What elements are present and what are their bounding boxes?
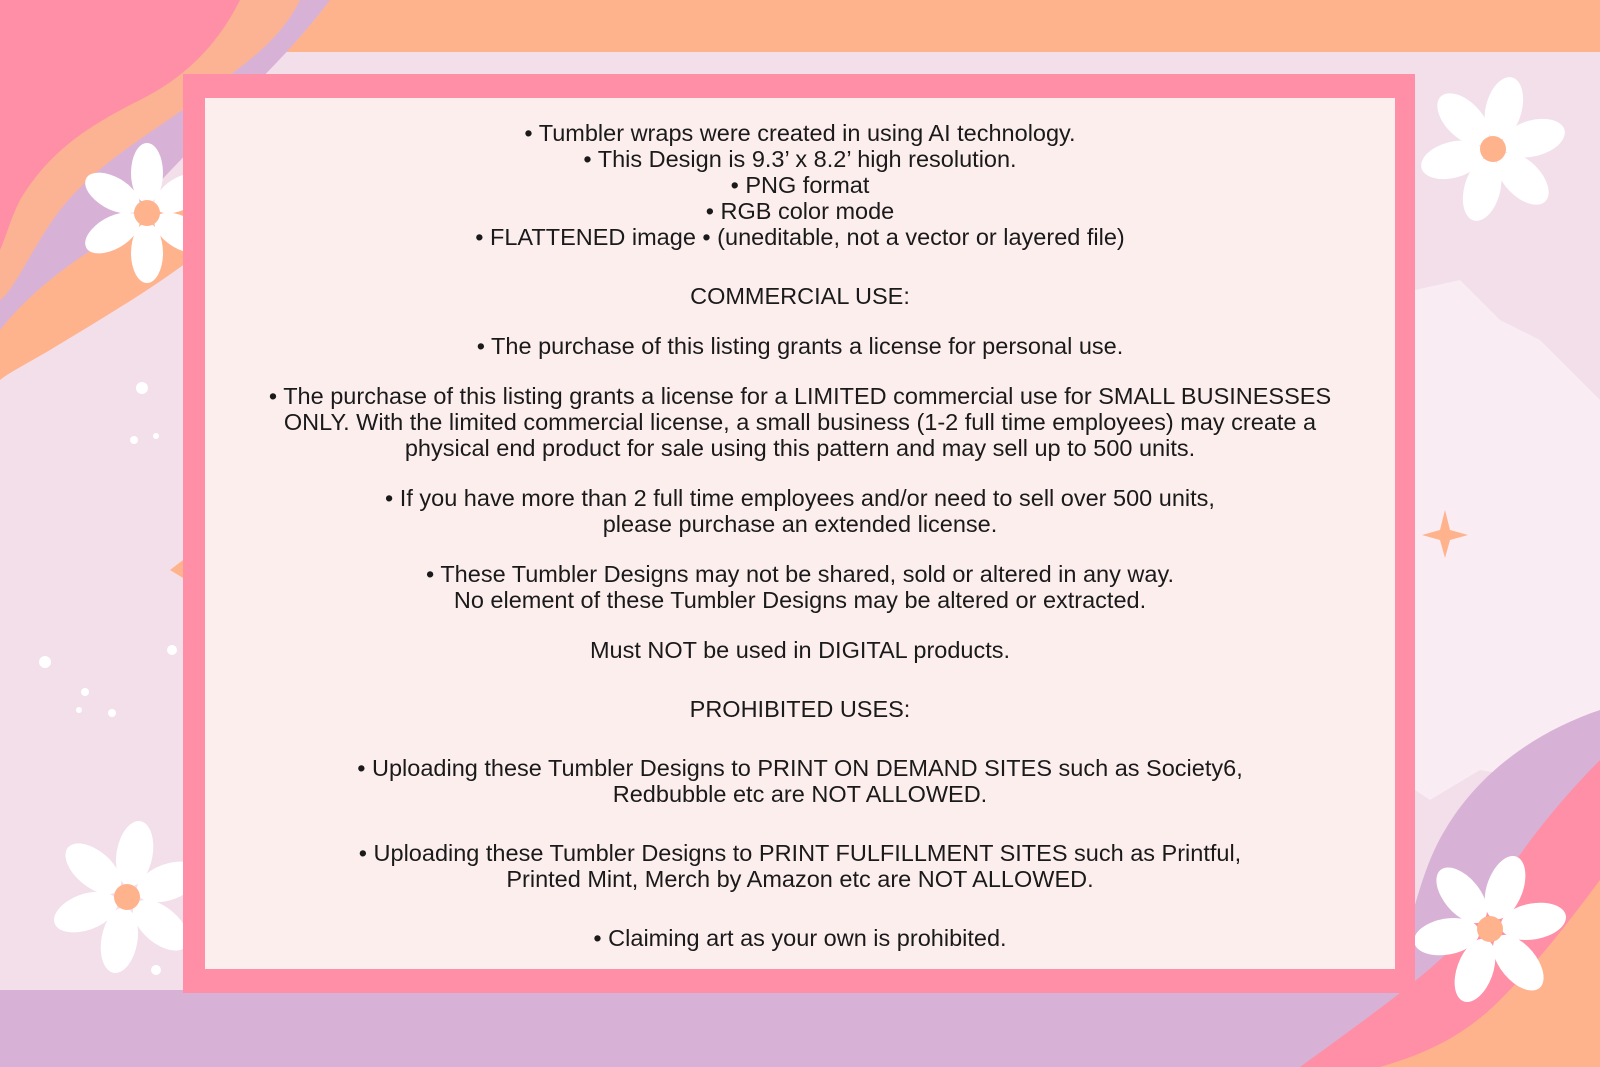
- specs-list: [205, 120, 1395, 250]
- paragraph-line: • If you have more than 2 full time employees and/or need to sell over 500 units,: [385, 485, 1215, 511]
- paragraph-line: physical end product for sale using this pattern and may sell up to 500 units.: [404, 435, 1196, 461]
- spec-line: • RGB color mode: [705, 198, 895, 224]
- paragraph-line: • These Tumbler Designs may not be shared, sold or altered in any way.: [426, 561, 1174, 587]
- license-text: [205, 120, 1395, 951]
- paragraph-line: please purchase an extended license.: [602, 511, 998, 537]
- paragraph-line: • The purchase of this listing grants a license for a LIMITED commercial use for SMALL BUSINESSES: [268, 383, 1332, 409]
- print-fulfillment-paragraph: [205, 840, 1395, 892]
- paragraph-line: • Uploading these Tumbler Designs to PRINT ON DEMAND SITES such as Society6,: [357, 755, 1243, 781]
- commercial-heading: COMMERCIAL USE:: [690, 283, 910, 309]
- spec-line: • This Design is 9.3’ x 8.2’ high resolution.: [583, 146, 1017, 172]
- sharing-paragraph: [205, 561, 1395, 613]
- print-on-demand-paragraph: [205, 755, 1395, 807]
- spec-line: • Tumbler wraps were created in using AI technology.: [524, 120, 1076, 146]
- spec-line: • FLATTENED image • (uneditable, not a vector or layered file): [475, 224, 1125, 250]
- prohibited-heading: PROHIBITED USES:: [689, 696, 911, 722]
- limited-commercial-paragraph: [205, 383, 1395, 461]
- daisy-icon: [1417, 73, 1569, 225]
- spec-line: • PNG format: [730, 172, 870, 198]
- paragraph-line: Printed Mint, Merch by Amazon etc are NOT ALLOWED.: [506, 866, 1094, 892]
- paragraph-line: Redbubble etc are NOT ALLOWED.: [612, 781, 988, 807]
- personal-use-line: • The purchase of this listing grants a license for personal use.: [476, 333, 1124, 359]
- digital-products-line: Must NOT be used in DIGITAL products.: [589, 637, 1011, 663]
- daisy-icon: [48, 818, 205, 976]
- claiming-art-line: • Claiming art as your own is prohibited.: [593, 925, 1007, 951]
- paragraph-line: • Uploading these Tumbler Designs to PRINT FULFILLMENT SITES such as Printful,: [358, 840, 1242, 866]
- extended-license-paragraph: [205, 485, 1395, 537]
- paragraph-line: No element of these Tumbler Designs may be altered or extracted.: [453, 587, 1147, 613]
- paragraph-line: ONLY. With the limited commercial license, a small business (1-2 full time employees) may create a: [283, 409, 1317, 435]
